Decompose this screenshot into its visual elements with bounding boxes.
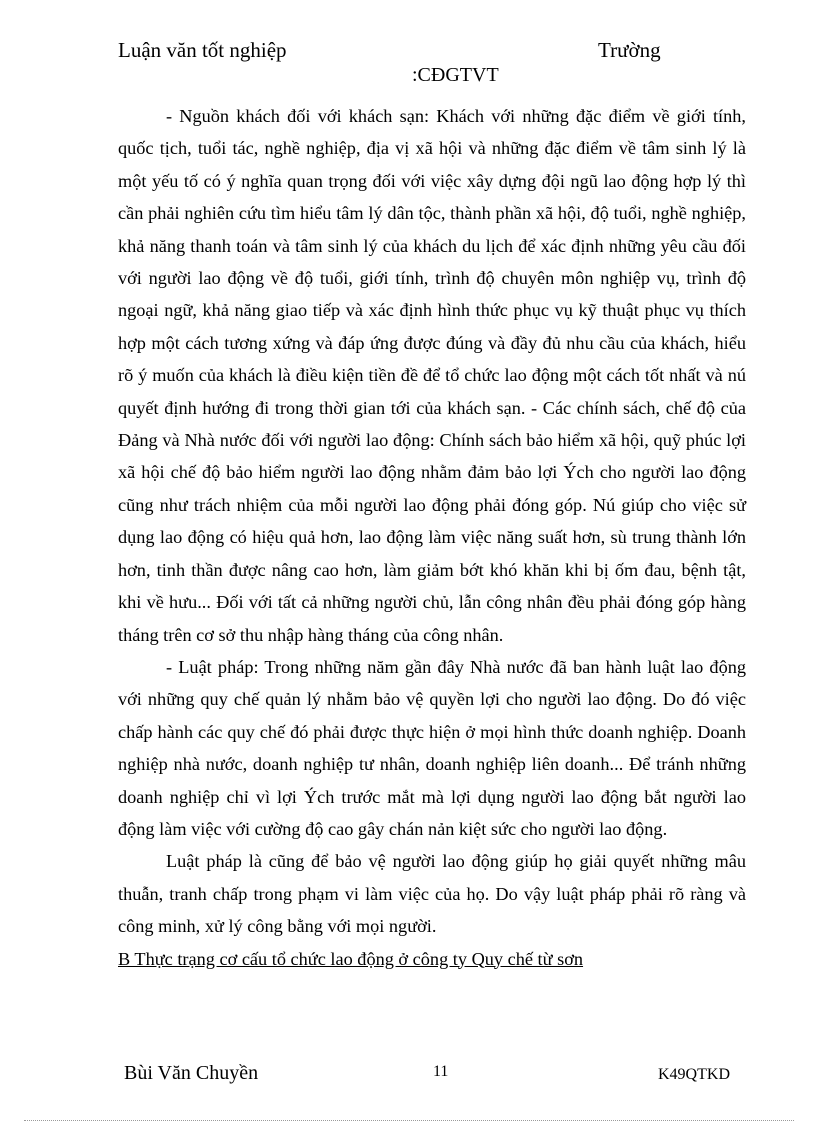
footer-page-number: 11 [433, 1063, 449, 1080]
page-bottom-divider [24, 1120, 794, 1121]
section-title: B Thực trạng cơ cấu tổ chức lao động ở công ty Quy chế từ sơn [118, 948, 584, 969]
footer-class-code: K49QTKD [658, 1066, 730, 1083]
header-school-label: Trường [598, 38, 661, 62]
body-text [118, 100, 746, 975]
header-school-name: :CĐGTVT [412, 64, 499, 86]
paragraph-law: - Luật pháp: Trong những năm gần đây Nhà nước đã ban hành luật lao động với những quy chế quản lý nhằm bảo vệ quyền lợi cho người lao động. Do đó việc chấp hành các quy chế đó phải được thực hiện ở mọi hình thức doanh nghiệp. Doanh nghiệp nhà nước, doanh nghiệp tư nhân, doanh nghiệp liên doanh... Để tránh những doanh nghiệp chỉ vì lợi Ých trước mắt mà lợi dụng người lao động bắt người lao động làm việc với cường độ cao gây chán nản kiệt sức cho người lao động. [118, 656, 746, 839]
paragraph-guest-sources: - Nguồn khách đối với khách sạn: Khách với những đặc điểm về giới tính, quốc tịch, tuổi tác, nghề nghiệp, địa vị xã hội và những đặc điểm về tâm sinh lý là một yếu tố có ý nghĩa quan trọng đối với việc xây dựng đội ngũ lao động hợp lý thì cần phải nghiên cứu tìm hiểu tâm lý dân tộc, thành phần xã hội, độ tuổi, nghề nghiệp, khả năng thanh toán và tâm sinh lý của khách du lịch để xác định những yêu cầu đối với người lao động về độ tuổi, giới tính, trình độ chuyên môn nghiệp vụ, trình độ ngoại ngữ, khả năng giao tiếp và xác định hình thức phục vụ kỹ thuật phục vụ thích hợp một cách tương xứng và đáp ứng được đúng và đầy đủ nhu cầu của khách, hiểu rõ ý muốn của khách là điều kiện tiền đề để tổ chức lao động một cách tốt nhất và nú quyết định hướng đi trong thời gian tới của khách sạn. - Các chính sách, chế độ của Đảng và Nhà nước đối với người lao động: Chính sách bảo hiểm xã hội, quỹ phúc lợi xã hội chế độ bảo hiểm người lao động nhằm đảm bảo lợi Ých cho người lao động cũng như trách nhiệm của mỗi người lao động phải đóng góp. Nú giúp cho việc sử dụng lao động có hiệu quả hơn, lao động làm việc năng suất hơn, sù trung thành lớn hơn, tinh thần được nâng cao hơn, làm giảm bớt khó khăn khi bị ốm đau, bệnh tật, khi về hưu... Đối với tất cả những người chủ, lẫn công nhân đều phải đóng góp hàng tháng trên cơ sở thu nhập hàng tháng của công nhân. [118, 106, 746, 645]
paragraph-law-purpose: Luật pháp là cũng để bảo vệ người lao động giúp họ giải quyết những mâu thuẫn, tranh chấp trong phạm vi làm việc của họ. Do vậy luật pháp phải rõ ràng và công minh, xử lý công bằng với mọi người. [118, 851, 746, 937]
header-thesis-label: Luận văn tốt nghiệp [118, 38, 287, 62]
footer-author: Bùi Văn Chuyền [124, 1062, 259, 1084]
